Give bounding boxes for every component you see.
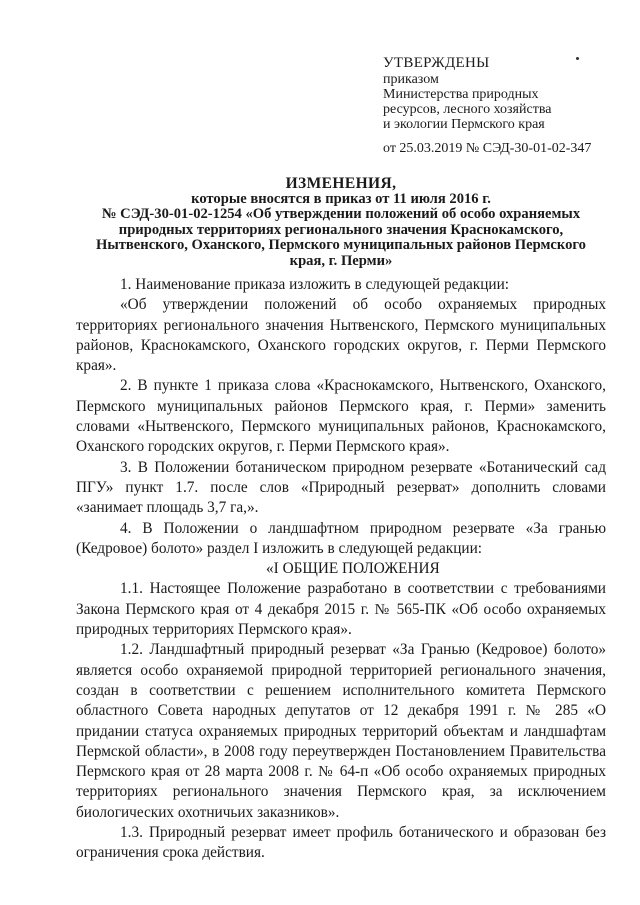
approval-line: приказом [383, 72, 439, 87]
document-body [76, 275, 606, 864]
document-heading [76, 176, 606, 270]
heading-line: которые вносятся в приказ от 11 июля 2016 г. [191, 190, 491, 207]
paragraph-3: 3. В Положении ботаническом природном резервате «Ботанический сад ПГУ» пункт 1.7. после слов «Природный резерват» дополнить словами «занимает площадь 3,7 га,». [76, 458, 606, 517]
paragraph-1: 1. Наименование приказа изложить в следующей редакции: [120, 276, 510, 293]
heading-line: Нытвенского, Оханского, Пермского муниципальных районов Пермского [96, 237, 586, 254]
paragraph-new-title: «Об утверждении положений об особо охраняемых природных территориях регионального значения Нытвенского, Пермского муниципальных районов, Краснокамского, Оханского городских округов, г. Перми Пермского края». [76, 296, 606, 375]
paragraph-1-1: 1.1. Настоящее Положение разработано в соответствии с требованиями Закона Пермского края от 4 декабря 2015 г. № 565-ПК «Об особо охраняемых природных территориях Пермского края». [76, 580, 606, 639]
paragraph-1-2: 1.2. Ландшафтный природный резерват «За Гранью (Кедровое) болото» является особо охраняемой природной территорией регионального значения, создан в соответствии с решением исполнительного комитета Пермского областного Совета народных депутатов от 12 декабря 1991 г. № 285 «О придании статуса охраняемых природных территорий объектам и ландшафтам Пермской области», в 2008 году переутвержден Постановлением Правительства Пермского края от 28 марта 2008 г. № 64-п «Об особо охраняемых природных территориях регионального значения Пермского края, за исключением биологических охотничьих заказников». [76, 641, 606, 821]
paragraph-4: 4. В Положении о ландшафтном природном резервате «За гранью (Кедровое) болото» раздел I изложить в следующей редакции: [76, 519, 606, 557]
heading-line: природных территориях регионального значения Краснокамского, [118, 221, 564, 238]
approval-date: от 25.03.2019 № СЭД-30-01-02-347 [383, 141, 592, 156]
approval-line: и экологии Пермского края [383, 117, 545, 132]
approval-line: ресурсов, лесного хозяйства [383, 102, 552, 117]
heading-line: края, г. Перми» [289, 252, 393, 269]
section-heading: «I ОБЩИЕ ПОЛОЖЕНИЯ [266, 560, 440, 578]
paragraph-2: 2. В пункте 1 приказа слова «Краснокамского, Нытвенского, Оханского, Пермского муниципальных районов Пермского края, г. Перми» заменить словами «Нытвенского, Пермского муниципальных районов, Краснокамского, Оханского городских округов, г. Перми Пермского края». [76, 377, 606, 456]
approval-title: УТВЕРЖДЕНЫ [383, 55, 490, 71]
approval-line: Министерства природных [383, 87, 539, 102]
paragraph-1-3: 1.3. Природный резерват имеет профиль ботанического и образован без ограничения срока действия. [76, 824, 606, 862]
approval-stamp [383, 56, 591, 156]
heading-title: ИЗМЕНЕНИЯ, [285, 175, 397, 192]
heading-line: № СЭД-30-01-02-1254 «Об утверждении положений об особо охраняемых [101, 206, 581, 223]
